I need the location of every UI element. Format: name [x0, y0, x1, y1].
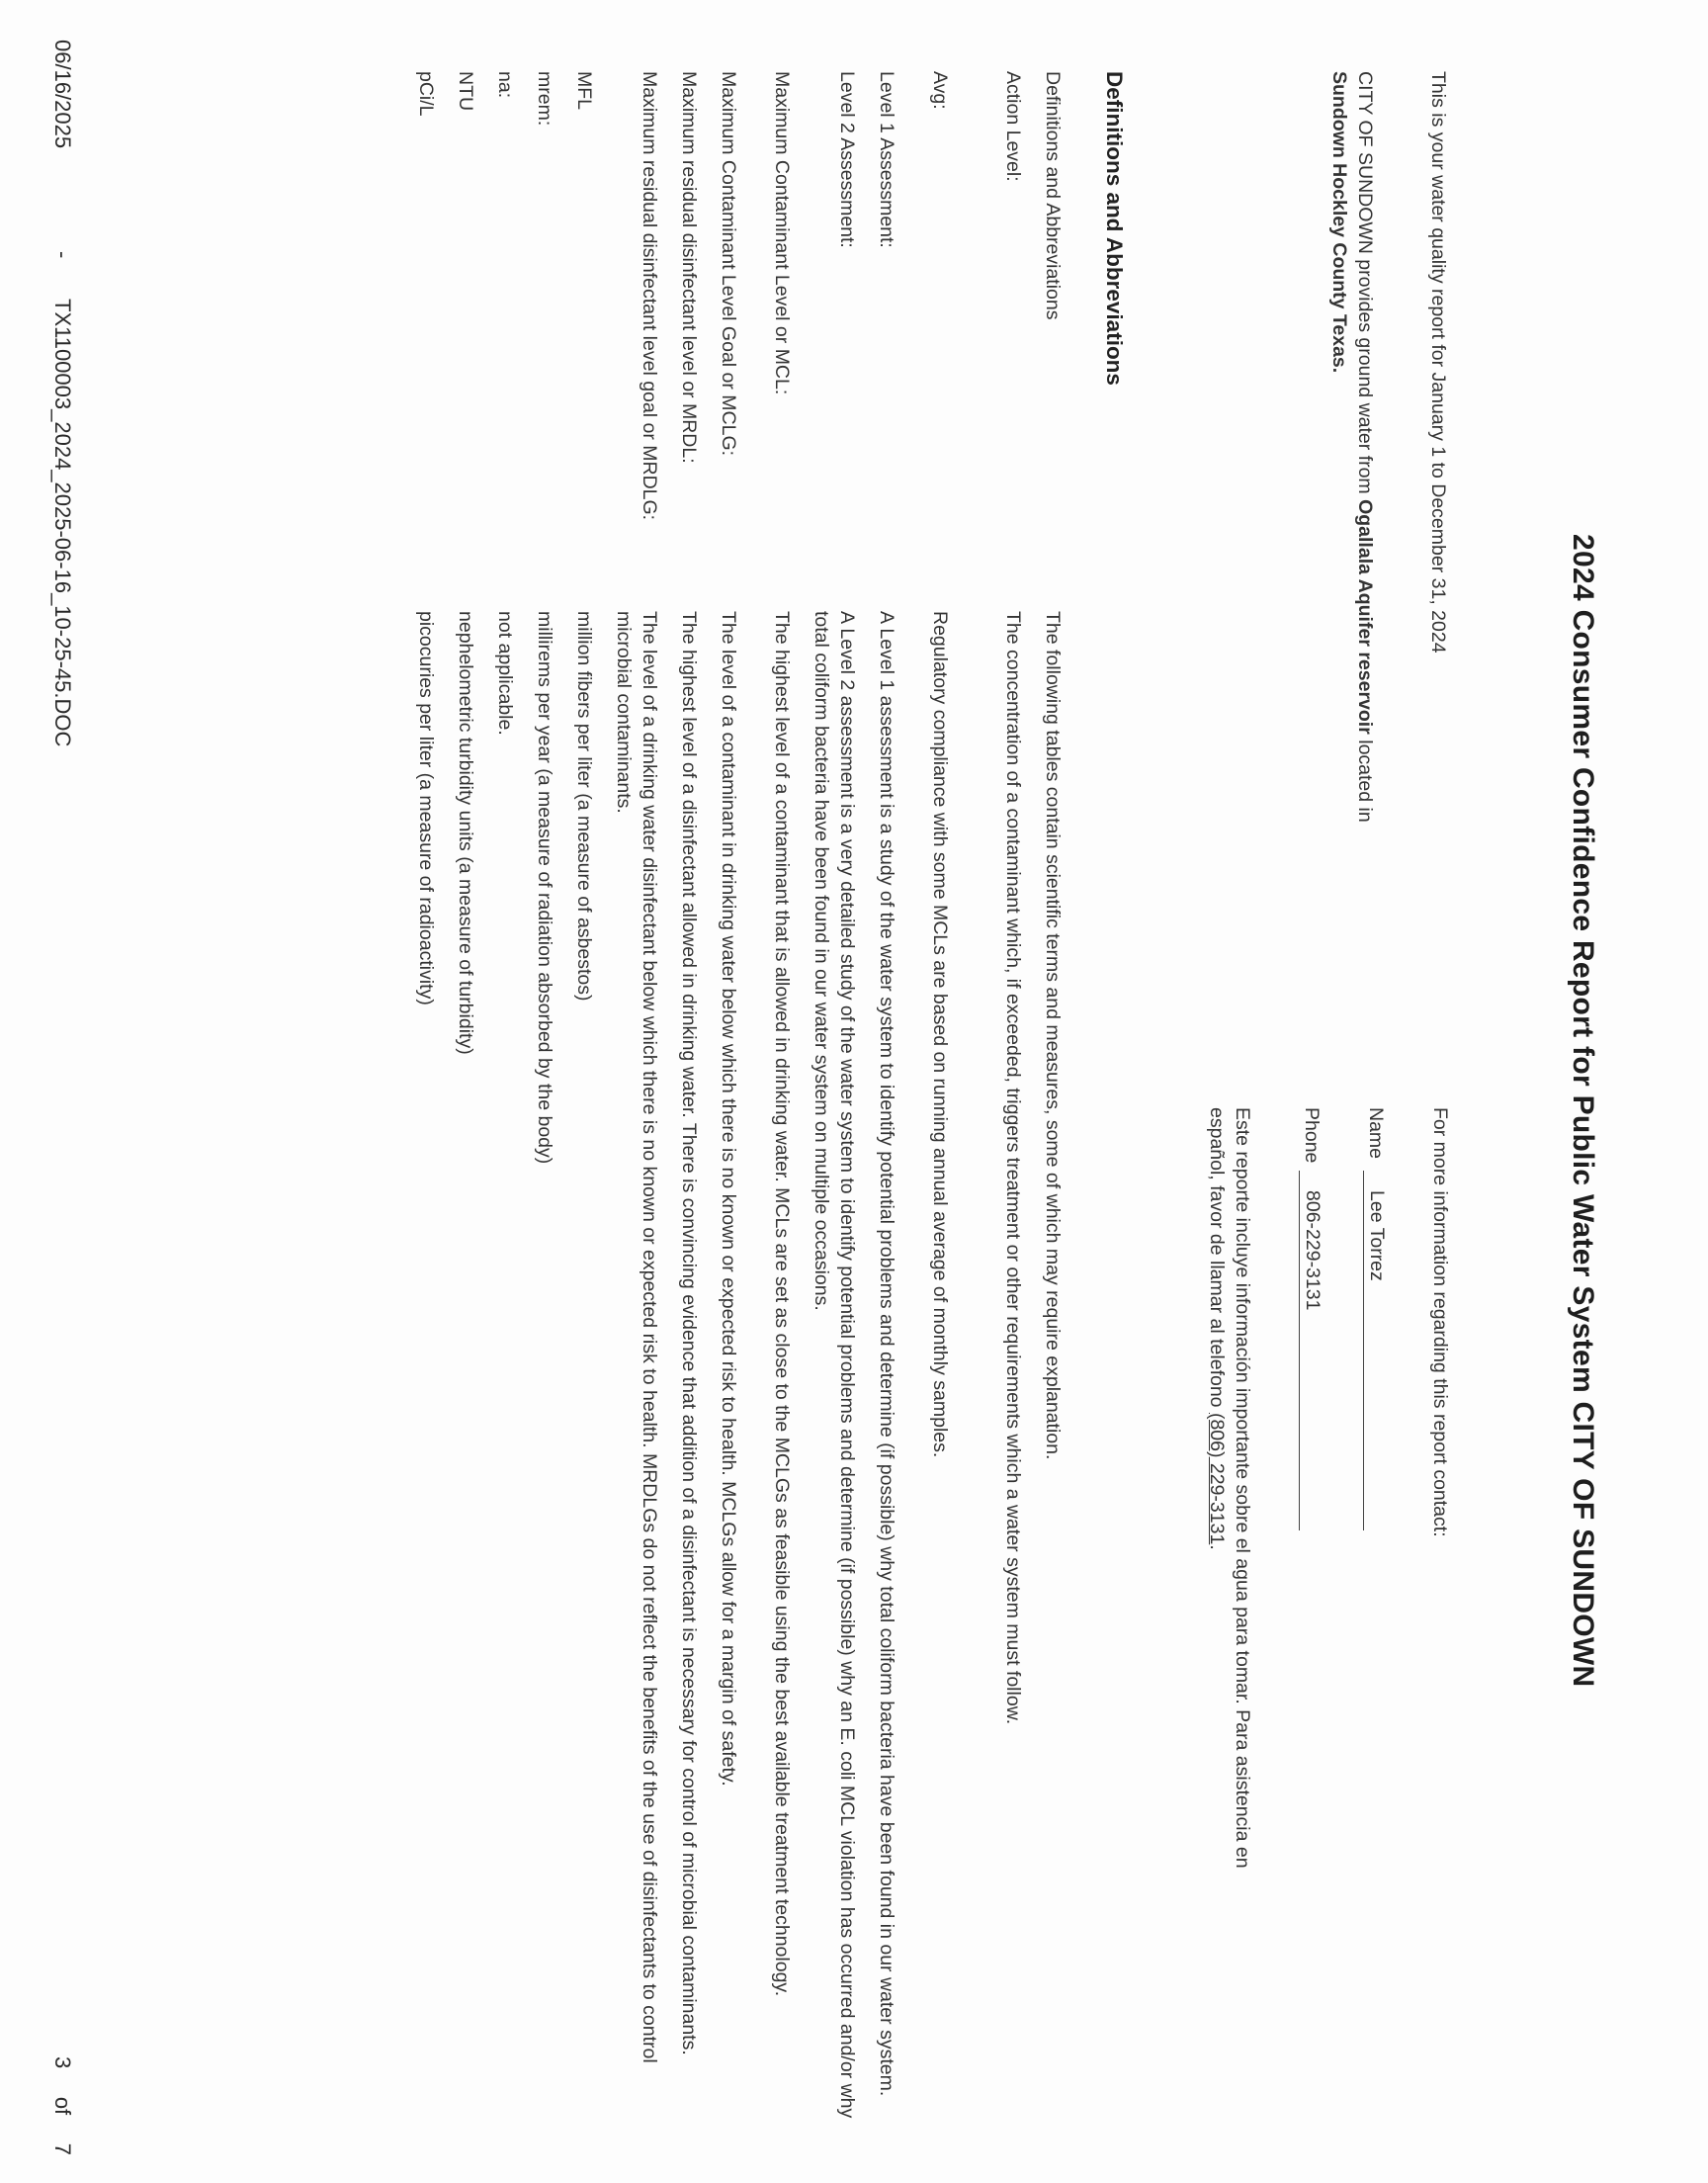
spanish-note-text: Este reporte incluye información importante sobre el agua para tomar. Para asistencia en español, favor de llamar al telefono — [1206, 1107, 1253, 1869]
definition-row — [413, 71, 439, 2128]
contact-phone-row — [1299, 1107, 1325, 1977]
definition-term: Maximum residual disinfectant level goal or MRDLG: — [639, 71, 660, 521]
definitions-heading: Definitions and Abbreviations — [1102, 71, 1127, 386]
definition-term: Level 1 Assessment: — [876, 71, 897, 248]
definition-row — [716, 71, 741, 2128]
source-prefix: CITY OF SUNDOWN provides ground water from — [1354, 71, 1376, 494]
page-total: 7 — [50, 2142, 75, 2155]
source-reservoir: Ogallala Aquifer reservoir — [1354, 499, 1376, 735]
spanish-assistance-note — [1204, 1107, 1255, 1928]
definition-row — [611, 71, 662, 2128]
source-middle: located in — [1354, 740, 1376, 823]
definition-term: Action Level: — [1002, 71, 1024, 182]
water-source-statement — [1326, 71, 1378, 1099]
spanish-note-end: . — [1206, 1544, 1228, 1550]
definition-text: Regulatory compliance with some MCLs are based on running annual average of monthly samples. — [929, 611, 951, 1458]
page-title: 2024 Consumer Confidence Report for Public Water System CITY OF SUNDOWN — [1567, 534, 1599, 1688]
definition-text: millirems per year (a measure of radiation absorbed by the body) — [534, 611, 555, 1165]
definition-row — [571, 71, 597, 2128]
definition-row — [676, 71, 702, 2128]
footer-separator: - — [50, 251, 75, 259]
definition-row — [874, 71, 899, 2128]
definition-term: mrem: — [534, 71, 555, 127]
definition-term: Maximum Contaminant Level or MCL: — [771, 71, 793, 395]
contact-name-row — [1363, 1107, 1390, 1977]
page-number — [49, 2056, 75, 2155]
definition-text: The following tables contain scientific terms and measures, some of which may require explanation. — [1042, 611, 1064, 1460]
page-current: 3 — [50, 2056, 75, 2069]
definition-text: The highest level of a contaminant that is allowed in drinking water. MCLs are set as close to the MCLGs as feasible using the best available treatment technology. — [771, 611, 793, 1997]
definition-term: Maximum residual disinfectant level or MRDL: — [678, 71, 700, 464]
contact-heading: For more information regarding this report contact: — [1429, 1107, 1451, 1537]
report-period: This is your water quality report for January 1 to December 31, 2024 — [1427, 71, 1449, 654]
footer-filename: TX1100003_2024_2025-06-16_10-25-45.DOC — [50, 299, 75, 747]
definition-row — [453, 71, 478, 2128]
definition-term: Maximum Contaminant Level Goal or MCLG: — [718, 71, 739, 457]
source-location: Sundown Hockley County Texas. — [1328, 71, 1350, 374]
definition-text: nephelometric turbidity units (a measure of turbidity) — [455, 611, 476, 1055]
definition-text: A Level 2 assessment is a very detailed study of the water system to identify potential problems and determine (if possible) why an E. coli MCL violation has occurred and/or why total coliform bacteria have been found in our water system on multiple occasions. — [811, 611, 858, 2119]
definition-term: pCi/L — [415, 71, 437, 117]
definition-text: The level of a drinking water disinfectant below which there is no known or expected risk to health. MRDLGs do not reflect the benefits of the use of disinfectants to control microbial contaminants. — [613, 611, 660, 2063]
name-label: Name — [1365, 1107, 1387, 1160]
definition-row — [769, 71, 795, 2128]
definition-text: million fibers per liter (a measure of asbestos) — [573, 611, 595, 1002]
page-of: of — [50, 2096, 75, 2116]
definition-text: The level of a contaminant in drinking water below which there is no known or expected risk to health. MCLGs allow for a margin of safety. — [718, 611, 739, 1787]
definition-row — [1000, 71, 1026, 2128]
spanish-phone: (806) 229-3131 — [1206, 1412, 1228, 1545]
definition-term: MFL — [573, 71, 595, 110]
definition-text: not applicable. — [494, 611, 516, 736]
definition-text: picocuries per liter (a measure of radioactivity) — [415, 611, 437, 1005]
definition-text: The highest level of a disinfectant allowed in drinking water. There is convincing evidence that addition of a disinfectant is necessary for control of microbial contaminants. — [678, 611, 700, 2055]
footer-date: 06/16/2025 — [50, 40, 75, 149]
definition-text: The concentration of a contaminant which, if exceeded, triggers treatment or other requirements which a water system must follow. — [1002, 611, 1024, 1725]
definition-term: Definitions and Abbreviations — [1042, 71, 1064, 320]
definition-row — [809, 71, 860, 2128]
phone-value: 806-229-3131 — [1299, 1171, 1325, 1530]
definition-term: na: — [494, 71, 516, 99]
phone-label: Phone — [1301, 1107, 1323, 1164]
definition-term: Avg: — [929, 71, 951, 110]
definition-term: NTU — [455, 71, 476, 112]
definition-term: Level 2 Assessment: — [836, 71, 858, 248]
name-value: Lee Torrez — [1363, 1171, 1390, 1530]
definition-row — [492, 71, 518, 2128]
page-footer — [36, 40, 75, 2155]
definition-row — [1040, 71, 1066, 2128]
contact-block — [1204, 1107, 1453, 1977]
definition-row — [532, 71, 557, 2128]
definition-text: A Level 1 assessment is a study of the water system to identify potential problems and determine (if possible) why total coliform bacteria have been found in our water system. — [876, 611, 897, 2097]
definitions-list — [399, 71, 1066, 2128]
definition-row — [927, 71, 953, 2128]
